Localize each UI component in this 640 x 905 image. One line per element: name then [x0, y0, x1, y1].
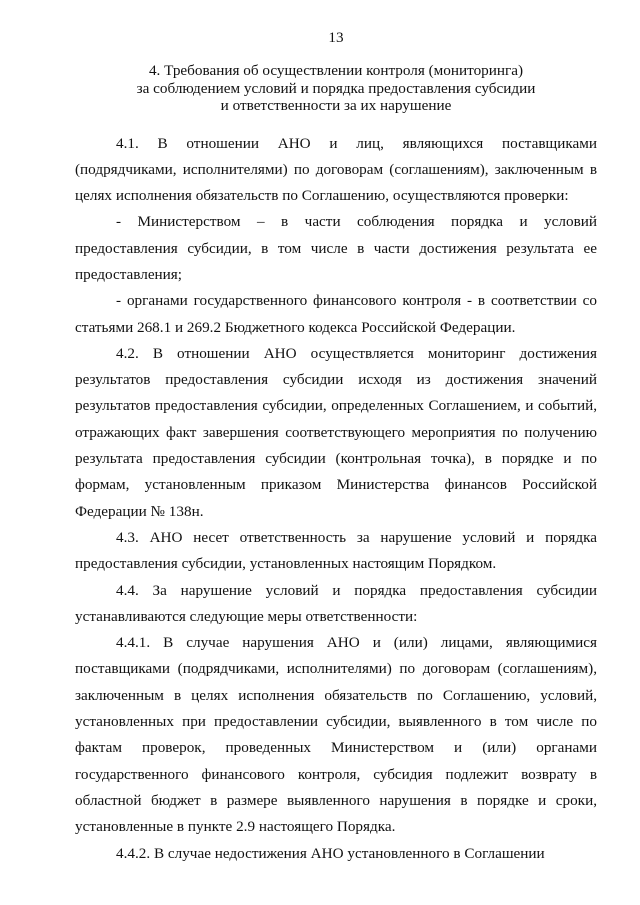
paragraph-4-1: 4.1. В отношении АНО и лиц, являющихся поставщиками (подрядчиками, исполнителями) по договорам (соглашениям), заключенным в целях исполнения обязательств по Соглашению, осуществляются проверки: [75, 134, 597, 205]
body-text [75, 131, 597, 867]
section-heading-line: и ответственности за их нарушение [220, 97, 452, 114]
section-heading [75, 62, 597, 115]
paragraph-4-4-2: 4.4.2. В случае недостижения АНО установленного в Соглашении [116, 844, 545, 862]
paragraph-4-2: 4.2. В отношении АНО осуществляется мониторинг достижения результатов предоставления субсидии исходя из достижения значений результатов предоставления субсидии, определенных Соглашением, и событий, отражающих факт завершения соответствующего мероприятия по получению результата предоставления субсидии (контрольная точка), в порядке и по формам, установленным приказом Министерства финансов Российской Федерации № 138н. [75, 344, 597, 520]
paragraph-4-4: 4.4. За нарушение условий и порядка предоставления субсидии устанавливаются следующие меры ответственности: [75, 581, 597, 625]
section-heading-line: 4. Требования об осуществлении контроля (мониторинга) [148, 62, 524, 79]
paragraph-4-1-financial-control: - органами государственного финансового контроля - в соответствии со статьями 268.1 и 269.2 Бюджетного кодекса Российской Федерации. [75, 292, 597, 336]
paragraph-4-4-1: 4.4.1. В случае нарушения АНО и (или) лицами, являющимися поставщиками (подрядчиками, исполнителями) по договорам (соглашениям), заключенным в целях исполнения обязательств по Соглашению, условий, установленных при предоставлении субсидии, выявленного в том числе по фактам проверок, проведенных Министерством и (или) органами государственного финансового контроля, субсидия подлежит возврату в областной бюджет в размере выявленного нарушения в порядке и сроки, установленные в пункте 2.9 настоящего Порядка. [75, 634, 597, 836]
page-number: 13 [328, 29, 344, 46]
section-heading-line: за соблюдением условий и порядка предоставления субсидии [136, 79, 536, 97]
paragraph-4-1-ministry: - Министерством – в части соблюдения порядка и условий предоставления субсидии, в том числе в части достижения результата ее предоставления; [75, 213, 597, 283]
paragraph-4-3: 4.3. АНО несет ответственность за нарушение условий и порядка предоставления субсидии, установленных настоящим Порядком. [75, 528, 597, 573]
